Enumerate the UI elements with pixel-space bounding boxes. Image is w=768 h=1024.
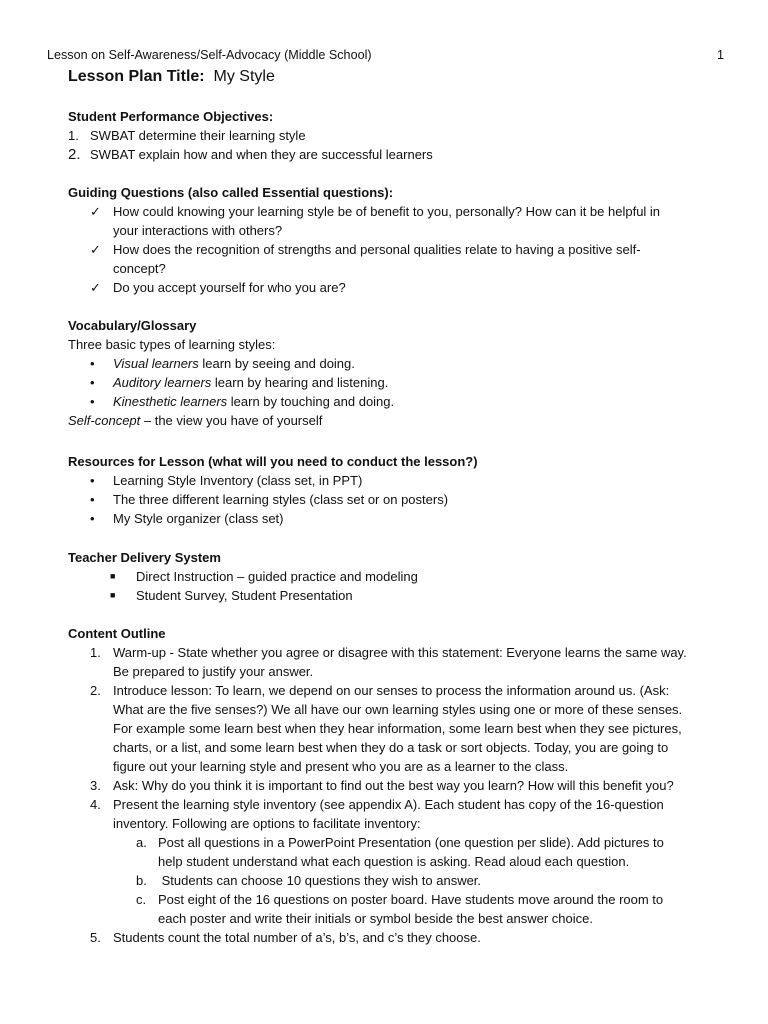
vocab-term: Visual learners [113, 356, 199, 371]
vocabulary-section [68, 316, 728, 430]
item-line: Students count the total number of a’s, b’s, and c’s they choose. [113, 930, 481, 945]
item-letter: c. [136, 892, 147, 907]
item-number: 5. [90, 930, 101, 945]
item-number: 2. [90, 683, 101, 698]
list-item [68, 776, 728, 795]
bullet-icon: • [90, 492, 95, 507]
item-text: My Style organizer (class set) [113, 511, 284, 526]
lesson-title [68, 68, 275, 86]
definition-term: Self-concept [68, 413, 141, 428]
list-item [68, 354, 728, 373]
item-number: 1. [68, 128, 79, 143]
delivery-heading: Teacher Delivery System [68, 550, 221, 565]
item-line: Students can choose 10 questions they wish to answer. [158, 873, 482, 888]
item-number: 4. [90, 797, 101, 812]
item-line: inventory. Following are options to facilitate inventory: [113, 816, 421, 831]
list-item [68, 373, 728, 392]
bullet-icon: • [90, 356, 95, 371]
item-line: Warm-up - State whether you agree or disagree with this statement: Everyone learns the same way. [113, 645, 687, 660]
content-outline-section [68, 624, 728, 947]
item-text: Student Survey, Student Presentation [136, 588, 353, 603]
bullet-icon: • [90, 511, 95, 526]
resources-section [68, 452, 728, 528]
vocab-desc: learn by hearing and listening. [211, 375, 389, 390]
list-item [68, 471, 728, 490]
delivery-section [68, 548, 728, 605]
list-item [68, 567, 728, 586]
guiding-questions-section [68, 183, 728, 297]
objectives-heading: Student Performance Objectives: [68, 109, 274, 124]
definition-text: – the view you have of yourself [140, 413, 323, 428]
guiding-heading: Guiding Questions (also called Essential questions): [68, 185, 394, 200]
definition [68, 411, 728, 430]
list-item [68, 490, 728, 509]
list-item [68, 586, 728, 605]
list-item [68, 392, 728, 411]
item-line: Introduce lesson: To learn, we depend on our senses to process the information around us. (Ask: [113, 683, 670, 698]
item-line: How could knowing your learning style be of benefit to you, personally? How can it be helpful in [113, 204, 661, 219]
sub-list-item [68, 871, 728, 890]
page-header [47, 48, 724, 62]
item-line: Be prepared to justify your answer. [113, 664, 314, 679]
bullet-icon: • [90, 473, 95, 488]
item-line: figure out your learning style and present who you are as a learner to the class. [113, 759, 569, 774]
item-line: Do you accept yourself for who you are? [113, 280, 346, 295]
vocab-desc: learn by touching and doing. [227, 394, 395, 409]
lesson-title-value: My Style [213, 68, 275, 85]
list-item [68, 278, 728, 297]
lesson-title-label: Lesson Plan Title: [68, 68, 205, 85]
checkmark-icon: ✓ [90, 280, 101, 295]
list-item [68, 795, 728, 833]
item-number: 3. [90, 778, 101, 793]
item-line: your interactions with others? [113, 223, 283, 238]
item-line: How does the recognition of strengths and personal qualities relate to having a positive self- [113, 242, 641, 257]
item-line: For example some learn best when they hear information, some learn best when they see pictures, [113, 721, 682, 736]
vocab-intro: Three basic types of learning styles: [68, 337, 276, 352]
item-text: SWBAT explain how and when they are successful learners [90, 147, 433, 162]
item-text: Learning Style Inventory (class set, in PPT) [113, 473, 363, 488]
list-item [68, 126, 728, 145]
header-title: Lesson on Self-Awareness/Self-Advocacy (Middle School) [47, 48, 372, 62]
resources-heading: Resources for Lesson (what will you need to conduct the lesson?) [68, 454, 478, 469]
list-item [68, 145, 728, 164]
item-number: 2. [68, 146, 81, 163]
item-line: Present the learning style inventory (see appendix A). Each student has copy of the 16-question [113, 797, 664, 812]
vocab-heading: Vocabulary/Glossary [68, 318, 197, 333]
item-number: 1. [90, 645, 101, 660]
list-item [68, 240, 728, 278]
list-item [68, 643, 728, 681]
vocab-term: Kinesthetic learners [113, 394, 228, 409]
sub-list-item [68, 833, 728, 871]
item-text: SWBAT determine their learning style [90, 128, 306, 143]
item-line: charts, or a list, and some learn best when they do a task or sort objects. Today, you are going to [113, 740, 669, 755]
page-number: 1 [716, 48, 724, 62]
square-bullet-icon: ■ [110, 571, 116, 581]
bullet-icon: • [90, 375, 95, 390]
list-item [68, 202, 728, 240]
item-letter: b. [136, 873, 147, 888]
item-line: each poster and write their initials or symbol beside the best answer choice. [158, 911, 593, 926]
item-line: Post eight of the 16 questions on poster board. Have students move around the room to [158, 892, 664, 907]
item-line: What are the five senses?) We all have our own learning styles using one or more of these senses. [113, 702, 683, 717]
bullet-icon: • [90, 394, 95, 409]
list-item [68, 681, 728, 776]
content-heading: Content Outline [68, 626, 166, 641]
item-letter: a. [136, 835, 147, 850]
checkmark-icon: ✓ [90, 242, 101, 257]
square-bullet-icon: ■ [110, 590, 116, 600]
item-line: help student understand what each question is asking. Read aloud each question. [158, 854, 630, 869]
objectives-section [68, 107, 728, 164]
vocab-desc: learn by seeing and doing. [198, 356, 355, 371]
list-item [68, 509, 728, 528]
item-line: Post all questions in a PowerPoint Presentation (one question per slide). Add pictures to [158, 835, 664, 850]
list-item [68, 928, 728, 947]
item-line: concept? [113, 261, 166, 276]
sub-list-item [68, 890, 728, 928]
item-text: The three different learning styles (class set or on posters) [113, 492, 449, 507]
item-line: Ask: Why do you think it is important to find out the best way you learn? How will this benefit you? [113, 778, 674, 793]
checkmark-icon: ✓ [90, 204, 101, 219]
item-text: Direct Instruction – guided practice and modeling [136, 569, 418, 584]
vocab-term: Auditory learners [113, 375, 212, 390]
